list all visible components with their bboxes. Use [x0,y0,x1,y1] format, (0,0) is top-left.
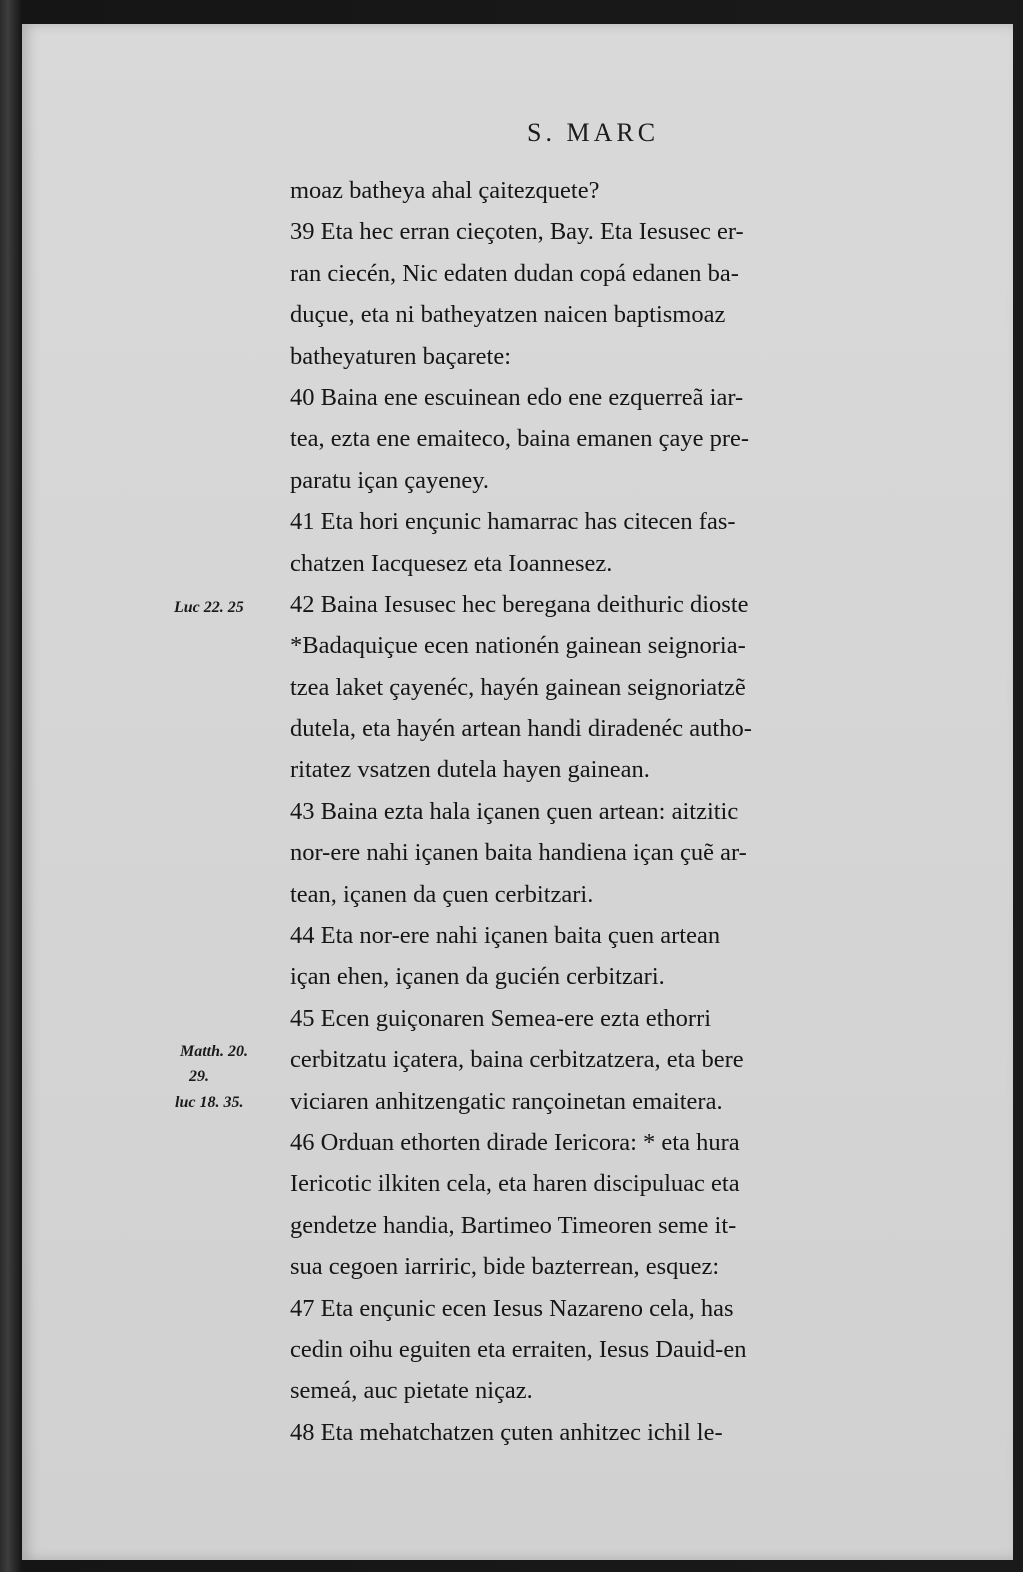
text-line: ran ciecén, Nic edaten dudan copá edanen ba- [290,259,739,287]
text-line: tean, içanen da çuen cerbitzari. [290,880,594,908]
text-line: 39 Eta hec erran cieçoten, Bay. Eta Iesusec er- [290,218,744,246]
marginal-note-luc-22: Luc 22. 25 [174,599,244,616]
verse-text-block [290,170,962,1453]
text-line: tzea laket çayenéc, hayén gainean seignoriatzẽ [290,673,746,701]
text-line: 45 Ecen guiçonaren Semea-ere ezta ethorri [290,1004,712,1032]
text-line: chatzen Iacquesez eta Ioannesez. [290,549,613,577]
text-line: içan ehen, içanen da gucién cerbitzari. [290,963,665,991]
book-page [22,24,1013,1560]
text-line: duçue, eta ni batheyatzen naicen baptismoaz [290,301,726,329]
text-line: paratu içan çayeney. [290,466,490,494]
text-line: nor-ere nahi içanen baita handiena içan çuẽ ar- [290,839,747,867]
text-line: tea, ezta ene emaiteco, baina emanen çaye pre- [290,425,750,453]
text-line: semeá, auc pietate niçaz. [290,1377,533,1405]
text-line: Iericotic ilkiten cela, eta haren discipuluac eta [290,1170,740,1198]
text-line: 46 Orduan ethorten dirade Iericora: * eta hura [290,1128,740,1156]
text-line: 48 Eta mehatchatzen çuten anhitzec ichil le- [290,1418,723,1446]
text-line: 47 Eta ençunic ecen Iesus Nazareno cela, has [290,1294,734,1322]
text-line: viciaren anhitzengatic rançoinetan emaitera. [290,1087,723,1115]
text-line: batheyaturen baçarete: [290,342,512,370]
show-through-mark [292,129,412,139]
marginal-note-matth-20: Matth. 20. [180,1043,249,1060]
text-line: sua cegoen iarriric, bide bazterrean, esquez: [290,1253,720,1281]
text-line: dutela, eta hayén artean handi diradenéc autho- [290,715,752,743]
text-line: cedin oihu eguiten eta erraiten, Iesus Dauid-en [290,1335,747,1363]
text-line: *Badaquiçue ecen nationén gainean seignoria- [290,632,746,660]
text-line: 43 Baina ezta hala içanen çuen artean: aitzitic [290,797,739,825]
marginal-note-29: 29. [189,1068,209,1085]
text-line: 40 Baina ene escuinean edo ene ezquerreã iar- [290,383,744,411]
text-line: gendetze handia, Bartimeo Timeoren seme it- [290,1211,737,1239]
text-line: 41 Eta hori ençunic hamarrac has citecen fas- [290,508,736,536]
text-line: cerbitzatu içatera, baina cerbitzatzera, eta bere [290,1046,744,1074]
text-line: moaz batheya ahal çaitezquete? [290,177,600,204]
text-line: ritatez vsatzen dutela hayen gainean. [290,756,650,784]
running-head: S. MARC [527,118,660,147]
text-line: 44 Eta nor-ere nahi içanen baita çuen artean [290,922,721,950]
text-line: 42 Baina Iesusec hec beregana deithuric dioste [290,590,749,618]
marginal-note-luc-18: luc 18. 35. [175,1094,244,1111]
